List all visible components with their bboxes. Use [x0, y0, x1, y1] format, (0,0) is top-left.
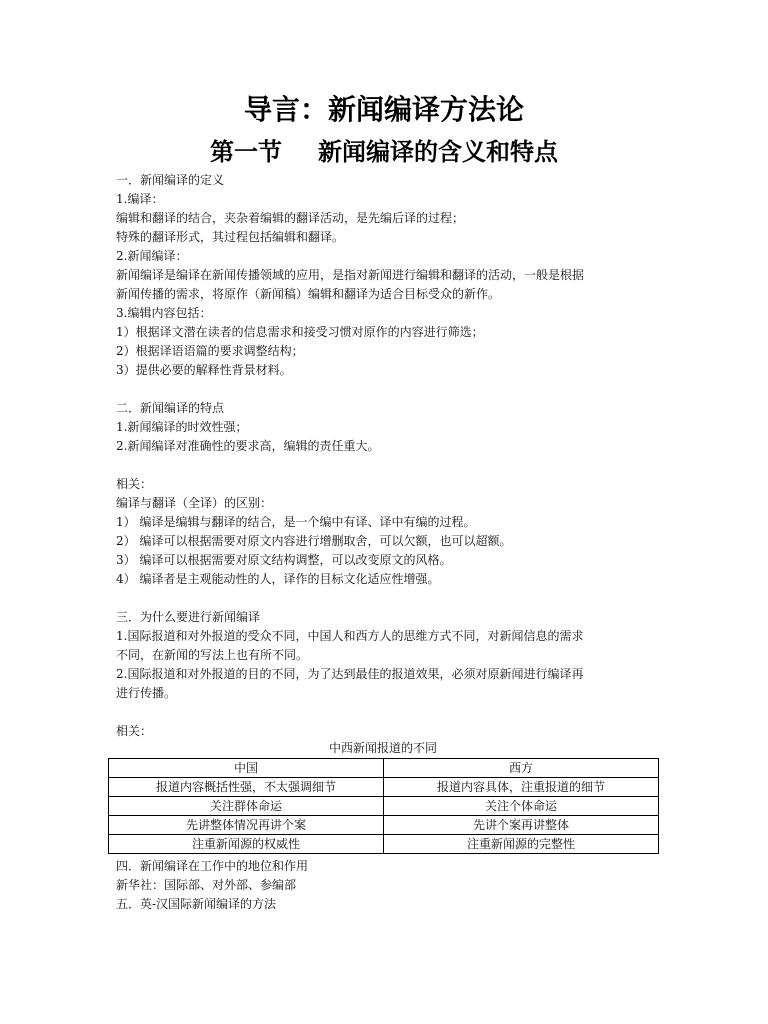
- related-label: 相关：: [116, 724, 153, 738]
- paragraph-line: 不同，在新闻的写法上也有所不同。: [116, 648, 309, 662]
- related-label: 相关：: [116, 477, 153, 491]
- paragraph-line: 新华社：国际部、对外部、参编部: [116, 878, 297, 892]
- table-header-row: [109, 759, 659, 778]
- table-row: [109, 816, 659, 835]
- heading-definition: 一．新闻编译的定义: [116, 173, 225, 187]
- comparison-table: [108, 758, 659, 854]
- table-row: [109, 797, 659, 816]
- section-name: 新闻编译的含义和特点: [318, 138, 558, 166]
- list-item: 1.新闻编译的时效性强；: [116, 420, 248, 434]
- document-title: 导言：新闻编译方法论: [243, 93, 524, 126]
- table-cell: 报道内容概括性强，不太强调细节: [109, 778, 384, 797]
- table-cell: 注重新闻源的权威性: [109, 835, 384, 854]
- table-row: [109, 778, 659, 797]
- table-cell: 关注个体命运: [384, 797, 659, 816]
- list-item: 2）根据译语语篇的要求调整结构；: [116, 344, 304, 358]
- subheading-news-editing-translation: 2.新闻编译：: [116, 249, 188, 263]
- table-cell: 注重新闻源的完整性: [384, 835, 659, 854]
- list-item: 2.新闻编译对准确性的要求高，编辑的责任重大。: [116, 439, 380, 453]
- paragraph-line: 编辑和翻译的结合，夹杂着编辑的翻译活动，是先编后译的过程；: [116, 211, 465, 225]
- list-item: 1） 编译是编辑与翻译的结合，是一个编中有译、译中有编的过程。: [116, 515, 476, 529]
- table-row: [109, 835, 659, 854]
- subheading-editing-translation: 1.编译：: [116, 192, 164, 206]
- header-china: 中国: [109, 759, 384, 778]
- paragraph-line: 2.国际报道和对外报道的目的不同，为了达到最佳的报道效果，必须对原新闻进行编译再: [116, 667, 584, 681]
- table-cell: 报道内容具体，注重报道的细节: [384, 778, 659, 797]
- heading-why: 三．为什么要进行新闻编译: [116, 610, 261, 624]
- paragraph-line: 特殊的翻译形式，其过程包括编辑和翻译。: [116, 230, 345, 244]
- table-cell: 先讲个案再讲整体: [384, 816, 659, 835]
- section-number: 第一节: [210, 138, 282, 166]
- paragraph-line: 1.国际报道和对外报道的受众不同，中国人和西方人的思维方式不同，对新闻信息的需求: [116, 629, 584, 643]
- list-item: 3） 编译可以根据需要对原文结构调整，可以改变原文的风格。: [116, 553, 452, 567]
- heading-characteristics: 二．新闻编译的特点: [116, 401, 225, 415]
- list-item: 3）提供必要的解释性背景材料。: [116, 363, 292, 377]
- paragraph-line: 编译与翻译（全译）的区别：: [116, 496, 273, 510]
- header-west: 西方: [384, 759, 659, 778]
- list-item: 4） 编译者是主观能动性的人，译作的目标文化适应性增强。: [116, 572, 440, 586]
- paragraph-line: 新闻编译是编译在新闻传播领域的应用，是指对新闻进行编辑和翻译的活动，一般是根据: [116, 268, 585, 282]
- heading-methods: 五．英-汉国际新闻编译的方法: [116, 897, 277, 911]
- paragraph-line: 进行传播。: [116, 686, 177, 700]
- list-item: 2） 编译可以根据需要对原文内容进行增删取舍，可以欠额，也可以超额。: [116, 534, 512, 548]
- heading-role: 四．新闻编译在工作中的地位和作用: [116, 859, 309, 873]
- section-heading: [0, 136, 768, 168]
- paragraph-line: 新闻传播的需求，将原作（新闻稿）编辑和翻译为适合目标受众的新作。: [116, 287, 501, 301]
- subheading-editing-content: 3.编辑内容包括：: [116, 306, 212, 320]
- table-cell: 关注群体命运: [109, 797, 384, 816]
- table-caption: 中西新闻报道的不同: [328, 741, 437, 755]
- list-item: 1）根据译文潜在读者的信息需求和接受习惯对原作的内容进行筛选；: [116, 325, 484, 339]
- table-cell: 先讲整体情况再讲个案: [109, 816, 384, 835]
